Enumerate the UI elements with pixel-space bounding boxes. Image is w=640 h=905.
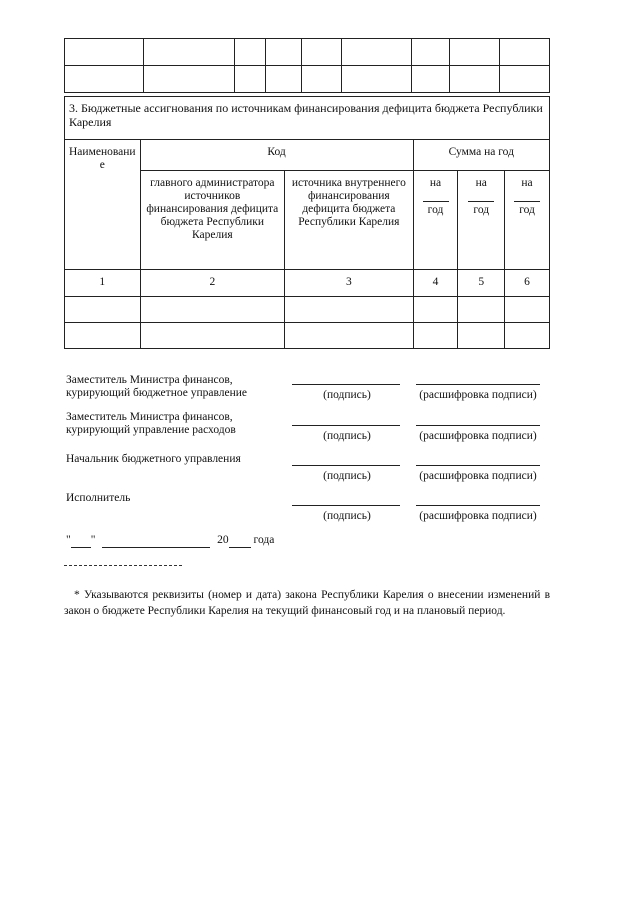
year-bottom: год xyxy=(519,204,535,216)
year-bottom: год xyxy=(427,204,444,216)
table-row xyxy=(65,66,550,93)
header-name xyxy=(65,140,141,270)
header-admin-label: главного администратора источников финансирования дефицита бюджета Республики Карелия xyxy=(146,177,279,241)
col-num-4: 4 xyxy=(413,270,458,297)
decode-line xyxy=(416,425,540,426)
signature-label-2: Заместитель Министра финансов, курирующий управление расходов xyxy=(66,411,236,436)
table-row xyxy=(65,297,550,323)
signature-caption: (подпись) xyxy=(323,510,371,522)
decode-caption: (расшифровка подписи) xyxy=(419,430,537,442)
date-year-blank xyxy=(229,534,251,548)
col-num-6: 6 xyxy=(505,270,550,297)
decode-line xyxy=(416,465,540,466)
header-year-2 xyxy=(458,171,505,270)
footnote: * Указываются реквизиты (номер и дата) закона Республики Карелия о внесении изменений в закон о бюджете Республики Карелия на текущий финансовый год и на плановый период. xyxy=(64,589,550,617)
signature-label-4: Исполнитель xyxy=(66,492,131,504)
year-top: на xyxy=(475,177,487,189)
col-num-5: 5 xyxy=(458,270,505,297)
decode-line xyxy=(416,505,540,506)
decode-line xyxy=(416,384,540,385)
signature-line xyxy=(292,384,400,385)
section3-table xyxy=(64,96,550,349)
decode-caption: (расшифровка подписи) xyxy=(419,470,537,482)
header-code-label: Код xyxy=(267,146,286,158)
signature-label-3: Начальник бюджетного управления xyxy=(66,453,241,465)
table-row xyxy=(65,323,550,349)
header-source xyxy=(285,171,413,270)
date-quote-close: " xyxy=(90,534,96,546)
header-sum-label: Сумма на год xyxy=(448,146,514,158)
column-number-row xyxy=(65,270,550,297)
year-top: на xyxy=(429,177,442,189)
col-num-3: 3 xyxy=(285,270,413,297)
header-admin xyxy=(140,171,285,270)
header-year-1 xyxy=(413,171,458,270)
signature-line xyxy=(292,425,400,426)
signature-line xyxy=(292,505,400,506)
header-sum xyxy=(413,140,549,171)
header-source-label: источника внутреннего финансирования дефицита бюджета Республики Карелия xyxy=(291,177,406,228)
header-code xyxy=(140,140,413,171)
decode-caption: (расшифровка подписи) xyxy=(419,389,537,401)
header-name-label: Наименование xyxy=(69,146,136,171)
date-day-blank xyxy=(71,534,91,548)
year-top: на xyxy=(521,177,533,189)
date-quote-open: " xyxy=(66,534,71,546)
section3-title: 3. Бюджетные ассигнования по источникам финансирования дефицита бюджета Республики Карелия xyxy=(65,97,550,140)
date-month-blank xyxy=(102,534,210,548)
signature-line xyxy=(292,465,400,466)
col-num-1: 1 xyxy=(65,270,141,297)
footnote-separator xyxy=(64,565,182,566)
date-suffix: года xyxy=(253,534,275,546)
year-bottom: год xyxy=(473,204,490,216)
previous-table-continuation xyxy=(64,38,550,93)
signature-caption: (подпись) xyxy=(323,389,371,401)
table-row xyxy=(65,39,550,66)
signature-caption: (подпись) xyxy=(323,430,371,442)
signature-label-1: Заместитель Министра финансов, курирующий бюджетное управление xyxy=(66,374,248,399)
header-year-3 xyxy=(505,171,550,270)
col-num-2: 2 xyxy=(140,270,285,297)
signature-caption: (подпись) xyxy=(323,470,371,482)
date-line xyxy=(66,534,274,548)
date-century: 20 xyxy=(217,534,229,546)
decode-caption: (расшифровка подписи) xyxy=(419,510,537,522)
